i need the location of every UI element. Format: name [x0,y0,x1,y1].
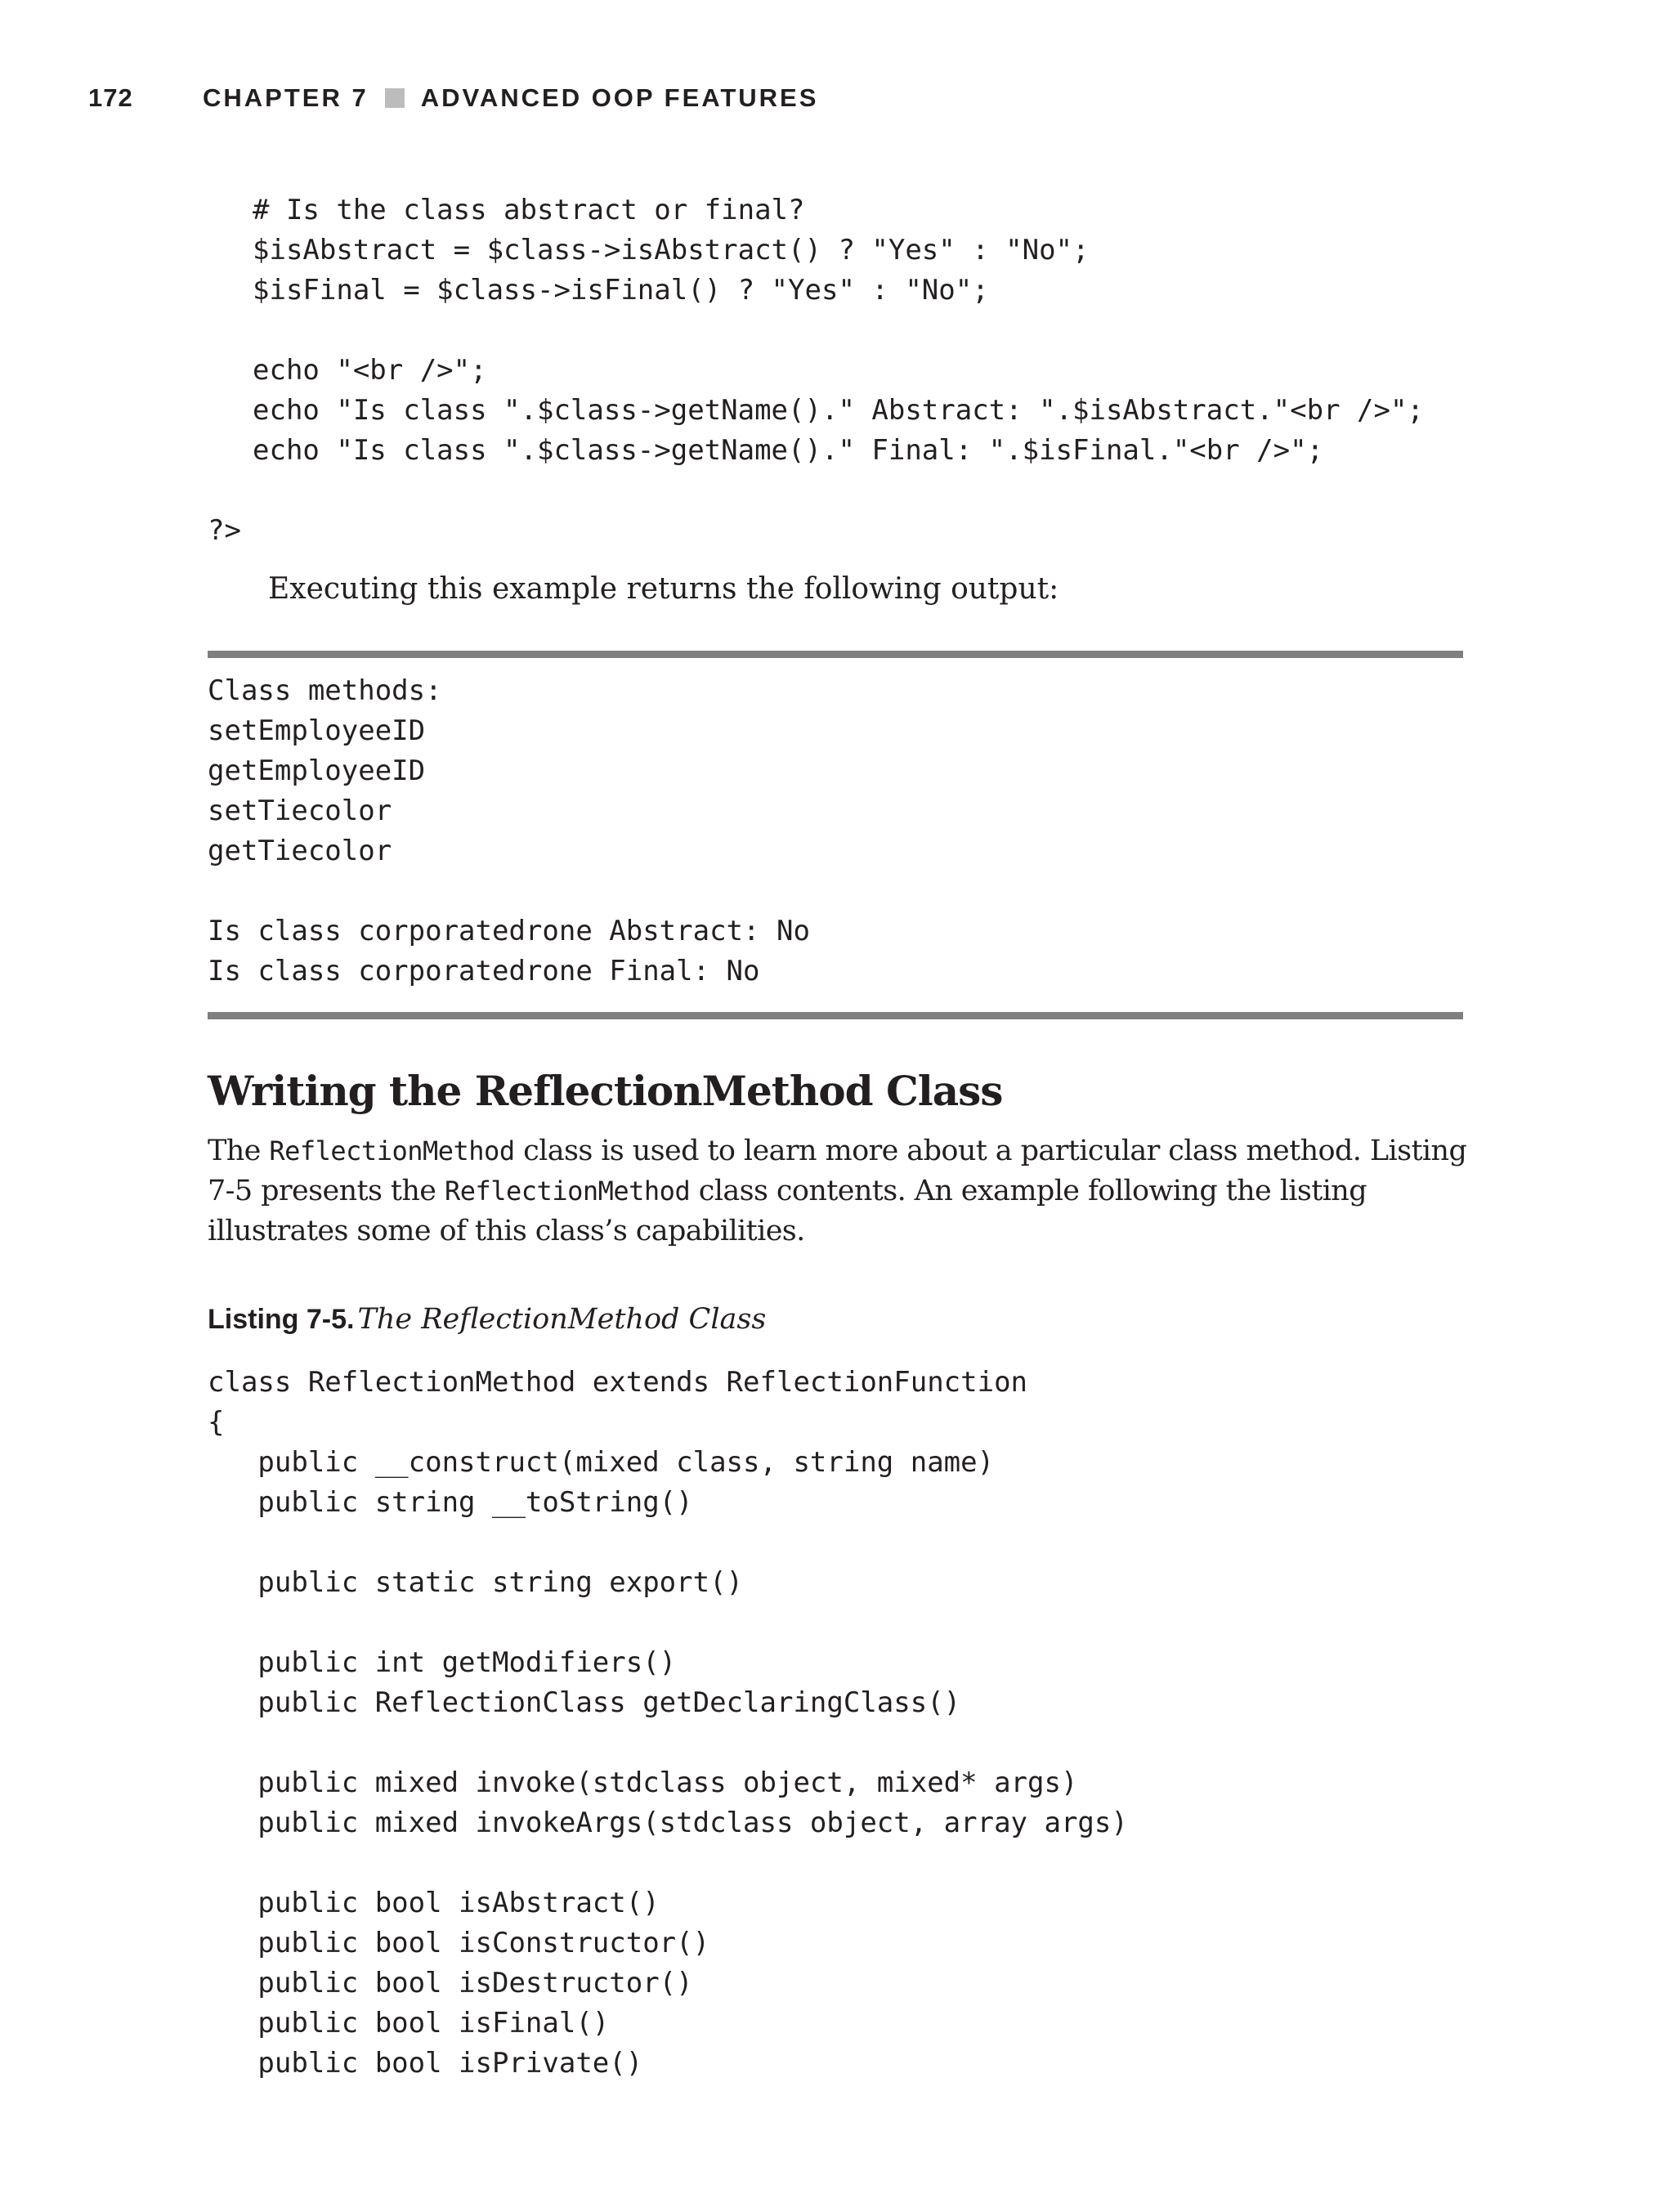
code-line: echo "Is class ".$class->getName()." Abstract: ".$isAbstract."<br />"; [253,394,1424,427]
paragraph-text: class contents. An example following the listing illustrates some of this class’s capabilities. [208,1175,1367,1247]
inline-code: ReflectionMethod [444,1175,691,1207]
code-line: class ReflectionMethod extends ReflectionFunction [208,1366,1028,1399]
code-block-top [208,190,1424,551]
paragraph-text: The [208,1135,270,1167]
code-line: public int getModifiers() [208,1646,677,1679]
listing-code-block [208,1363,1128,2084]
output-intro-text: Executing this example returns the following output: [268,572,1059,606]
listing-label: Listing 7-5. [208,1304,355,1335]
code-line: public bool isDestructor() [208,1967,693,1999]
section-paragraph [208,1131,1475,1252]
code-line: public bool isAbstract() [208,1887,660,1919]
code-line: echo "Is class ".$class->getName()." Final: ".$isFinal."<br />"; [253,434,1324,467]
code-line: public string __toString() [208,1486,693,1519]
chapter-square-icon [385,88,405,108]
paragraph-text: class is used to learn more about a particular class method. Listing 7-5 presents the [208,1135,1467,1207]
output-line: Class methods: [208,674,442,707]
code-line: # Is the class abstract or final? [253,194,805,226]
output-line [208,871,810,911]
listing-caption [208,1299,766,1346]
code-line: public mixed invokeArgs(stdclass object, array args) [208,1807,1128,1839]
output-block [208,671,810,992]
code-line: public bool isPrivate() [208,2047,643,2080]
page-number: 172 [88,83,133,112]
inline-code: ReflectionMethod [269,1135,515,1166]
code-line: public __construct(mixed class, string name) [208,1446,995,1479]
output-line: Is class corporatedrone Final: No [208,955,760,987]
listing-title: The ReflectionMethod Class [357,1303,767,1336]
code-line: public static string export() [208,1566,744,1599]
code-line [208,1523,1128,1563]
code-line: public bool isFinal() [208,2007,610,2040]
output-line: setEmployeeID [208,714,426,747]
chapter-label: CHAPTER 7 [203,83,369,112]
code-line [208,311,1424,351]
output-line: setTiecolor [208,795,392,827]
output-top-rule [208,651,1463,658]
code-line: $isAbstract = $class->isAbstract() ? "Yes" : "No"; [253,234,1090,266]
code-line [208,471,1424,511]
code-line: { [208,1406,225,1439]
section-heading: Writing the ReflectionMethod Class [208,1067,1003,1115]
output-line: Is class corporatedrone Abstract: No [208,915,810,947]
code-line: public ReflectionClass getDeclaringClass() [208,1686,961,1719]
code-line: public mixed invoke(stdclass object, mixed* args) [208,1766,1078,1799]
code-line: ?> [208,514,241,547]
chapter-title: ADVANCED OOP FEATURES [420,83,819,112]
code-line: $isFinal = $class->isFinal() ? "Yes" : "No"; [253,274,989,307]
code-line: public bool isConstructor() [208,1927,710,1959]
running-head [88,80,818,116]
output-line: getTiecolor [208,835,392,867]
output-bottom-rule [208,1012,1463,1019]
code-line [208,1603,1128,1643]
code-line: echo "<br />"; [253,354,487,387]
code-line [208,1723,1128,1763]
code-line [208,1843,1128,1883]
output-line: getEmployeeID [208,754,426,787]
